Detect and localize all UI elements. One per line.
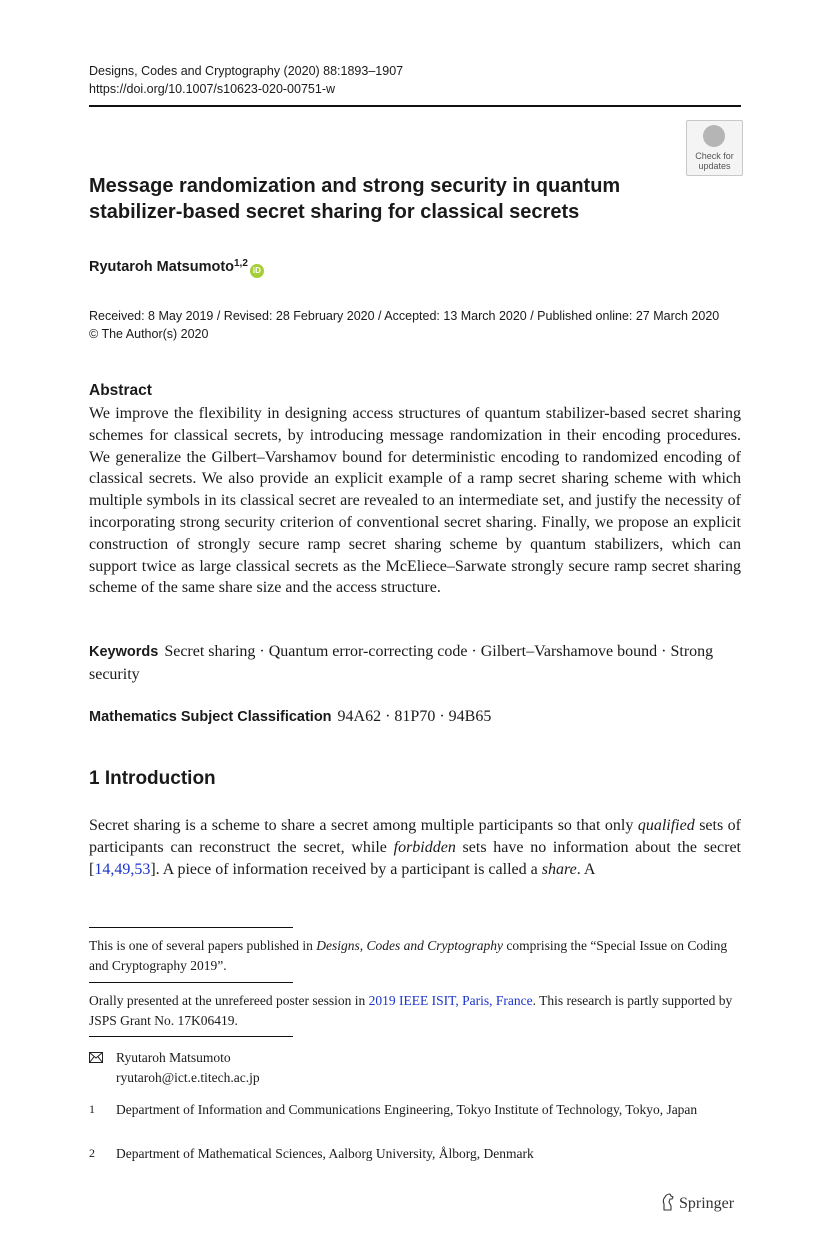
intro-text: sets of participants can reconstruct the secret, while bbox=[89, 817, 742, 856]
intro-text: Secret sharing is a scheme to share a secret among multiple participants so that only bbox=[89, 817, 638, 834]
author-line bbox=[89, 258, 264, 278]
badge-line2: updates bbox=[698, 161, 731, 171]
envelope-icon bbox=[89, 1048, 103, 1070]
isit-link[interactable]: 2019 IEEE ISIT, Paris, France bbox=[368, 993, 533, 1008]
journal-citation: Designs, Codes and Cryptography (2020) 88:1893–1907 bbox=[89, 64, 404, 78]
header-rule bbox=[89, 105, 741, 107]
intro-text: . A bbox=[576, 861, 596, 878]
dates-line: Received: 8 May 2019 / Revised: 28 February 2020 / Accepted: 13 March 2020 / Published online: 27 March 2020 bbox=[89, 309, 720, 323]
affiliation-text: Department of Mathematical Sciences, Aalborg University, Ålborg, Denmark bbox=[116, 1146, 534, 1161]
contact-name: Ryutaroh Matsumoto bbox=[116, 1050, 231, 1065]
affiliation-number: 1 bbox=[89, 1102, 95, 1116]
footnote-rule bbox=[89, 1036, 293, 1037]
keywords-text: Secret sharing · Quantum error-correcting code · Gilbert–Varshamove bound · Strong security bbox=[89, 643, 714, 683]
abstract-text: We improve the flexibility in designing access structures of quantum stabilizer-based secret sharing schemes for classical secrets, by introducing message randomization in their encoding procedures. We generalize the Gilbert–Varshamov bound for deterministic encoding to randomized encoding of classical secrets. We also provide an explicit example of a ramp secret sharing scheme with which multiple symbols in its classical secret are revealed to an intermediate set, and justify the necessity of incorporating strong security criterion of conventional secret sharing. Finally, we propose an explicit construction of strongly secure ramp secret sharing scheme by quantum stabilizers, which can support twice as large classical secrets as the McEliece–Sarwate strongly secure ramp secret sharing scheme of the same share size and the access structure. bbox=[89, 405, 741, 597]
check-for-updates-icon bbox=[703, 125, 725, 147]
contact-block bbox=[89, 1048, 741, 1087]
term-share: share bbox=[541, 861, 577, 878]
affiliation-text: Department of Information and Communications Engineering, Tokyo Institute of Technology, Tokyo, Japan bbox=[116, 1102, 698, 1117]
copyright-line: © The Author(s) 2020 bbox=[89, 327, 209, 341]
springer-horse-icon bbox=[661, 1193, 675, 1211]
term-qualified: qualified bbox=[637, 817, 695, 834]
section-heading: 1 Introduction bbox=[89, 768, 216, 789]
intro-text: sets have no information about the secret [ bbox=[89, 839, 741, 878]
intro-paragraph bbox=[89, 815, 741, 881]
footnote-special-issue: This is one of several papers published in Designs, Codes and Cryptography comprising the “Special Issue on Coding and Cryptography 2019”. bbox=[89, 938, 728, 973]
doi-link[interactable]: https://doi.org/10.1007/s10623-020-00751-w bbox=[89, 82, 336, 96]
msc-classification bbox=[89, 706, 741, 729]
contact-email[interactable]: ryutaroh@ict.e.titech.ac.jp bbox=[116, 1069, 260, 1085]
footnote-rule bbox=[89, 982, 293, 983]
orcid-icon[interactable]: iD bbox=[250, 264, 264, 278]
msc-label: Mathematics Subject Classification bbox=[89, 709, 332, 725]
affiliation-1 bbox=[89, 1100, 741, 1120]
paper-title: Message randomization and strong security in quantum stabilizer-based secret sharing for classical secrets bbox=[89, 175, 621, 223]
author-name: Ryutaroh Matsumoto bbox=[89, 259, 234, 275]
publication-dates bbox=[89, 307, 749, 343]
check-for-updates-badge[interactable] bbox=[686, 120, 743, 176]
footnote-rule bbox=[89, 927, 293, 928]
keywords bbox=[89, 641, 741, 686]
author-affiliation-marks: 1,2 bbox=[234, 258, 248, 269]
badge-line1: Check for bbox=[695, 151, 734, 161]
springer-logo bbox=[661, 1193, 734, 1213]
affiliation-number: 2 bbox=[89, 1146, 95, 1160]
publisher-name: Springer bbox=[679, 1195, 735, 1212]
journal-name: Designs, Codes and Cryptography bbox=[316, 938, 503, 953]
term-forbidden: forbidden bbox=[393, 839, 456, 856]
msc-codes: 94A62 · 81P70 · 94B65 bbox=[337, 708, 492, 725]
footnote-presentation: Orally presented at the unrefereed poster session in 2019 IEEE ISIT, Paris, France. This research is partly supported by JSPS Grant No. 17K06419. bbox=[89, 993, 733, 1028]
citation-link[interactable]: 14,49,53 bbox=[94, 861, 151, 878]
intro-text: ]. A piece of information received by a participant is called a bbox=[150, 861, 542, 878]
affiliation-2 bbox=[89, 1144, 741, 1164]
keywords-label: Keywords bbox=[89, 644, 159, 660]
abstract-heading: Abstract bbox=[89, 382, 152, 399]
journal-header bbox=[89, 62, 403, 98]
